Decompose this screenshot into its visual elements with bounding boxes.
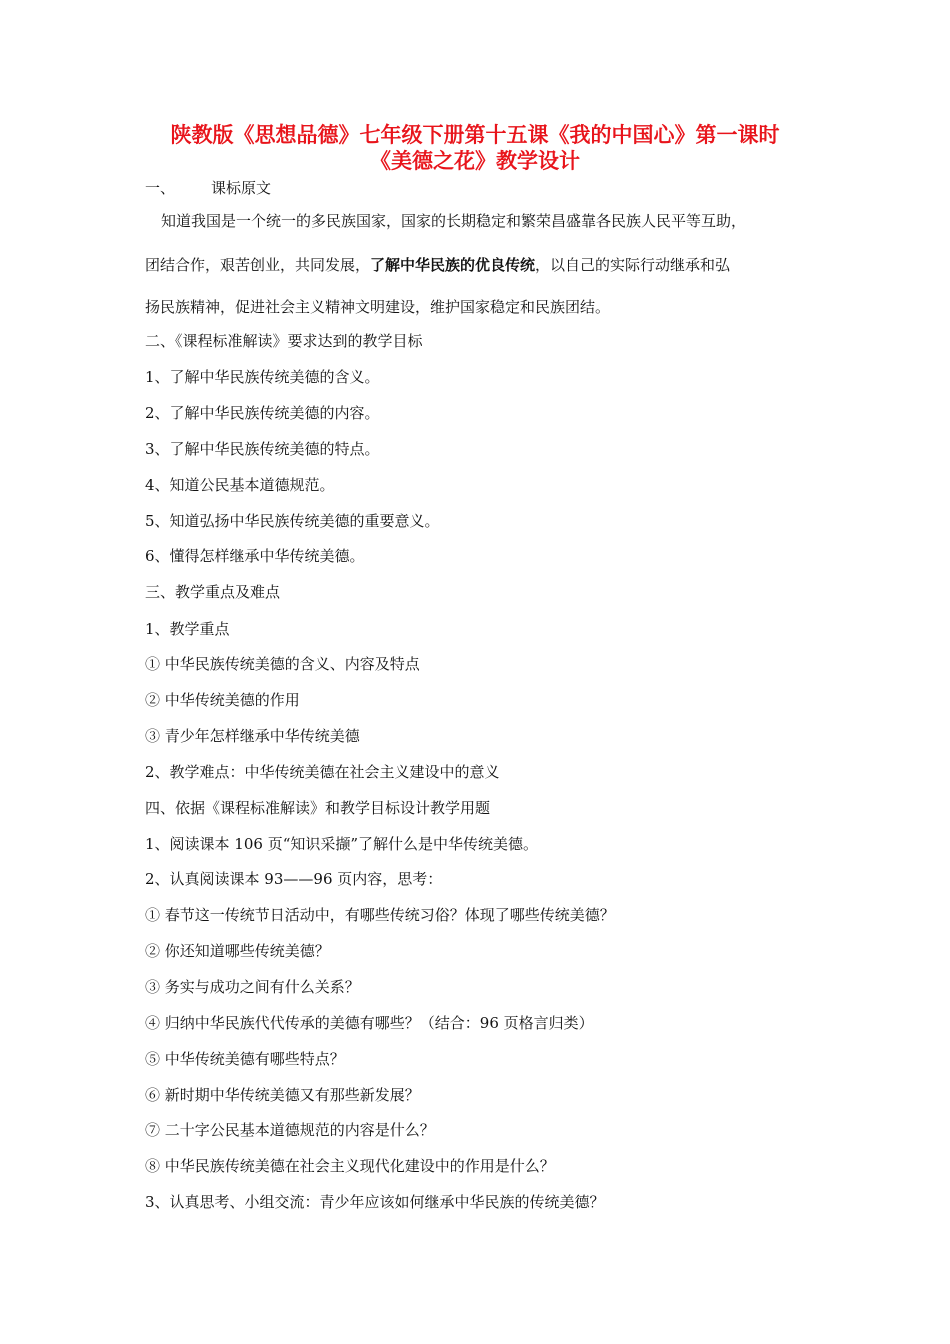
question-item: ② 你还知道哪些传统美德？ bbox=[145, 942, 330, 960]
section-2-heading: 二、《课程标准解读》要求达到的教学目标 bbox=[145, 332, 423, 350]
objective-item: 4、知道公民基本道德规范。 bbox=[145, 476, 335, 494]
objective-item: 1、了解中华民族传统美德的含义。 bbox=[145, 368, 380, 386]
key-point-item: ② 中华传统美德的作用 bbox=[145, 691, 300, 709]
objective-item: 3、了解中华民族传统美德的特点。 bbox=[145, 440, 380, 458]
section-1-number: 一、 bbox=[145, 179, 176, 197]
objective-item: 5、知道弘扬中华民族传统美德的重要意义。 bbox=[145, 512, 440, 530]
question-item: ① 春节这一传统节日活动中，有哪些传统习俗？体现了哪些传统美德？ bbox=[145, 906, 615, 924]
emphasized-text: 了解中华民族的优良传统 bbox=[370, 256, 536, 274]
question-item: ⑧ 中华民族传统美德在社会主义现代化建设中的作用是什么？ bbox=[145, 1157, 555, 1175]
section-1-title: 课标原文 bbox=[211, 179, 272, 197]
paragraph-line-1: 知道我国是一个统一的多民族国家，国家的长期稳定和繁荣昌盛靠各民族人民平等互助， bbox=[161, 212, 747, 230]
objective-item: 2、了解中华民族传统美德的内容。 bbox=[145, 404, 380, 422]
document-title-line-2: 《美德之花》教学设计 bbox=[370, 149, 580, 173]
paragraph-line-3: 扬民族精神，促进社会主义精神文明建设，维护国家稳定和民族团结。 bbox=[145, 298, 611, 316]
question-item: ⑤ 中华传统美德有哪些特点？ bbox=[145, 1050, 345, 1068]
objective-item: 6、懂得怎样继承中华传统美德。 bbox=[145, 547, 365, 565]
key-point-item: ① 中华民族传统美德的含义、内容及特点 bbox=[145, 655, 420, 673]
question-item: ④ 归纳中华民族代代传承的美德有哪些？（结合：96 页格言归类） bbox=[145, 1014, 594, 1032]
question-item: ⑥ 新时期中华传统美德又有那些新发展？ bbox=[145, 1086, 420, 1104]
key-points-subheading: 1、教学重点 bbox=[145, 620, 230, 638]
paragraph-line-2-end: ，以自己的实际行动继承和弘 bbox=[535, 256, 731, 274]
paragraph-line-2-start: 团结合作，艰苦创业，共同发展， bbox=[145, 256, 371, 274]
section-3-heading: 三、教学重点及难点 bbox=[145, 583, 281, 601]
section-1-heading bbox=[145, 178, 271, 198]
question-item: ⑦ 二十字公民基本道德规范的内容是什么？ bbox=[145, 1121, 435, 1139]
task-item: 1、阅读课本 106 页“知识采撷”了解什么是中华传统美德。 bbox=[145, 835, 539, 853]
paragraph-line-2 bbox=[145, 255, 730, 275]
difficulty-subheading: 2、教学难点：中华传统美德在社会主义建设中的意义 bbox=[145, 763, 500, 781]
task-item: 3、认真思考、小组交流：青少年应该如何继承中华民族的传统美德？ bbox=[145, 1193, 605, 1211]
question-item: ③ 务实与成功之间有什么关系？ bbox=[145, 978, 360, 996]
key-point-item: ③ 青少年怎样继承中华传统美德 bbox=[145, 727, 360, 745]
document-title-line-1: 陕教版《思想品德》七年级下册第十五课《我的中国心》第一课时 bbox=[170, 123, 780, 147]
task-item: 2、认真阅读课本 93——96 页内容，思考： bbox=[145, 870, 443, 888]
section-4-heading: 四、依据《课程标准解读》和教学目标设计教学用题 bbox=[145, 799, 491, 817]
